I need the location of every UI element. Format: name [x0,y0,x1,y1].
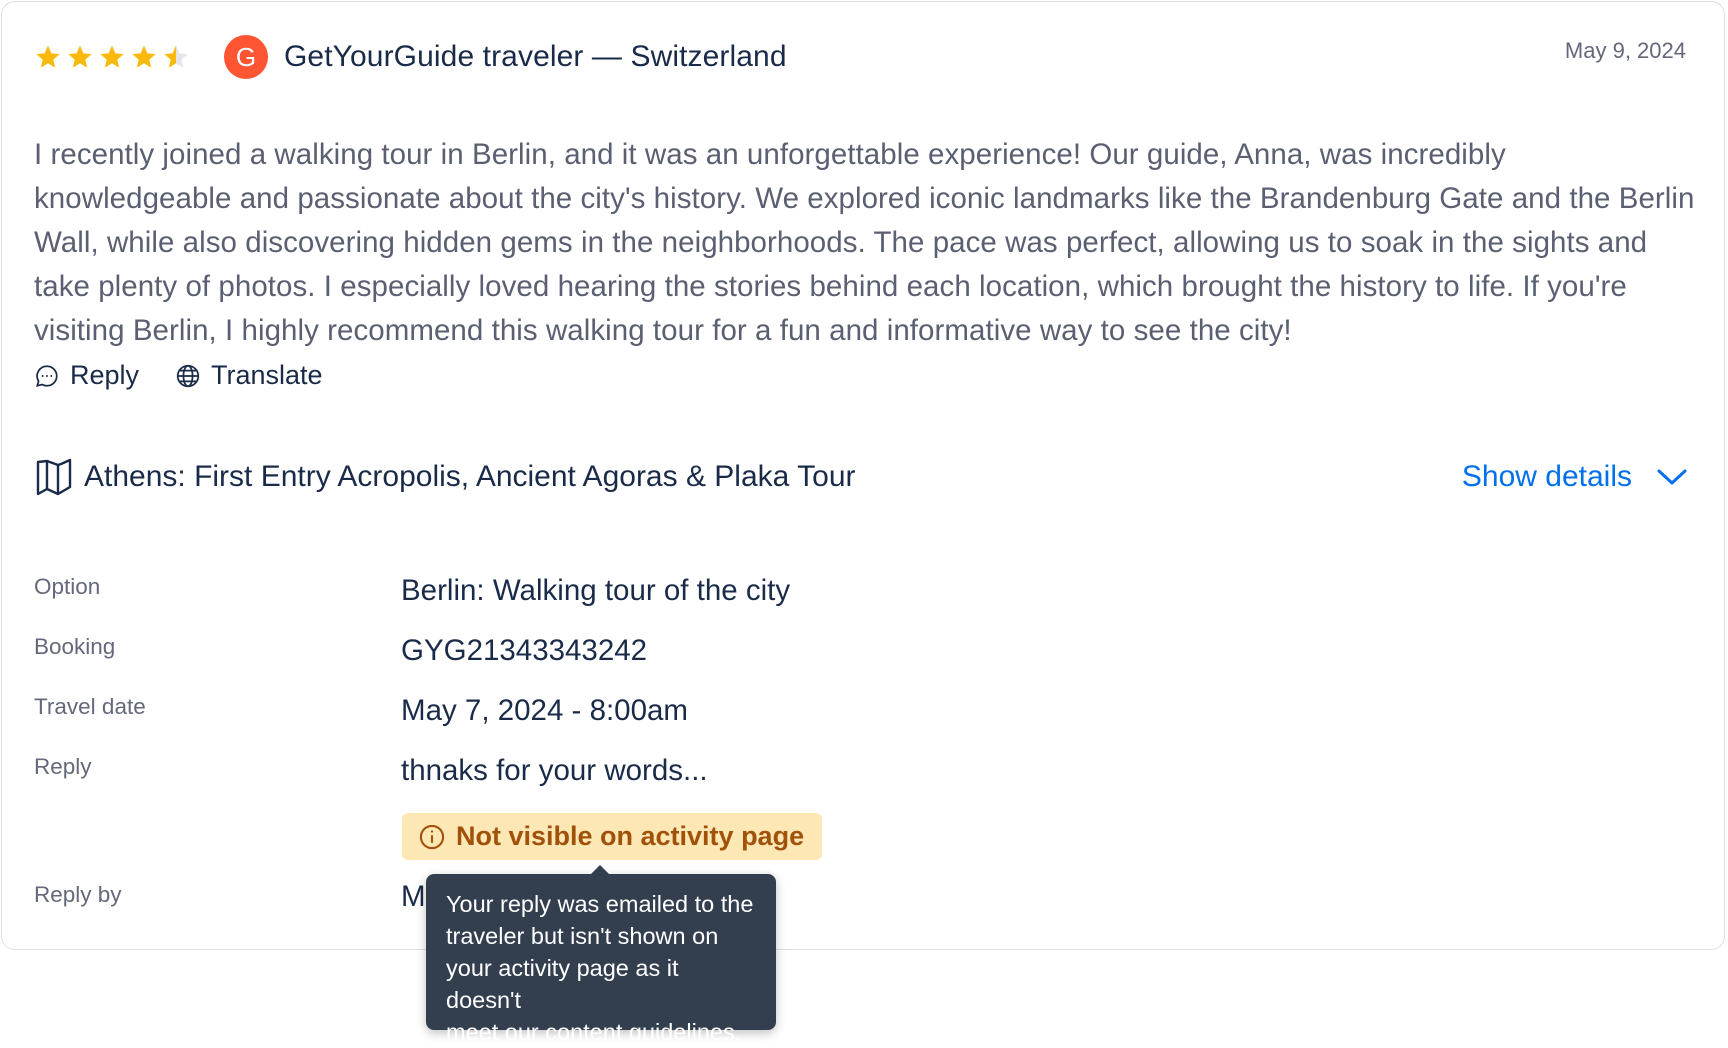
booking-label: Booking [34,634,116,659]
travel-date-row [34,694,146,720]
star-icon [130,43,158,71]
star-icon [66,43,94,71]
review-actions [34,360,359,391]
reply-button[interactable] [34,360,139,391]
review-date: May 9, 2024 [1564,38,1686,63]
reply-button-label: Reply [70,360,140,390]
show-details-label: Show details [1461,460,1632,493]
info-icon [418,823,446,851]
booking-value: GYG21343343242 [401,634,648,667]
tooltip-line: meet our content guidelines. [446,1019,742,1045]
reply-label: Reply [34,754,92,779]
tooltip-line: traveler but isn't shown on [446,923,719,949]
translate-button-label: Translate [211,360,323,390]
not-visible-badge[interactable] [402,813,822,860]
avatar-initial: G [235,41,257,72]
star-rating [34,43,190,71]
tooltip-line: your activity page as it doesn't [446,955,679,1013]
map-icon [36,458,72,496]
reviewer-name: GetYourGuide traveler — Switzerland [284,40,787,73]
chat-bubble-icon [34,363,60,389]
option-label: Option [34,574,101,599]
not-visible-badge-label: Not visible on activity page [456,821,805,851]
review-card [1,1,1725,950]
translate-button[interactable] [175,360,323,391]
chevron-down-icon [1656,467,1688,487]
activity-row [36,458,856,496]
reply-row [34,754,92,780]
reply-by-row [34,882,122,908]
review-header [34,32,787,82]
visibility-tooltip [426,874,776,1045]
show-details-button[interactable] [1462,460,1688,494]
globe-icon [175,363,201,389]
option-value: Berlin: Walking tour of the city [401,574,791,607]
booking-row [34,634,115,660]
avatar [224,35,268,79]
activity-title: Athens: First Entry Acropolis, Ancient Agoras & Plaka Tour [84,460,856,493]
tooltip-line: Your reply was emailed to the [446,891,754,917]
travel-date-label: Travel date [34,694,146,719]
star-half-icon [162,43,190,71]
reply-by-label: Reply by [34,882,122,907]
travel-date-value: May 7, 2024 - 8:00am [401,694,688,727]
reply-value: thnaks for your words... [401,754,708,787]
star-icon [98,43,126,71]
reply-by-value: M [401,880,426,913]
star-icon [34,43,62,71]
option-row [34,574,100,600]
review-text: I recently joined a walking tour in Berlin, and it was an unforgettable experience! Our guide, Anna, was incredibly knowledgeable and passionate about the city's history. We explored iconic landmarks like the Brandenburg Gate and the Berlin Wall, while also discovering hidden gems in the neighborhoods. The pace was perfect, allowing us to soak in the sights and take plenty of photos. I especially loved hearing the stories behind each location, which brought the history to life. If you're visiting Berlin, I highly recommend this walking tour for a fun and informative way to see the city! [34,138,1695,347]
